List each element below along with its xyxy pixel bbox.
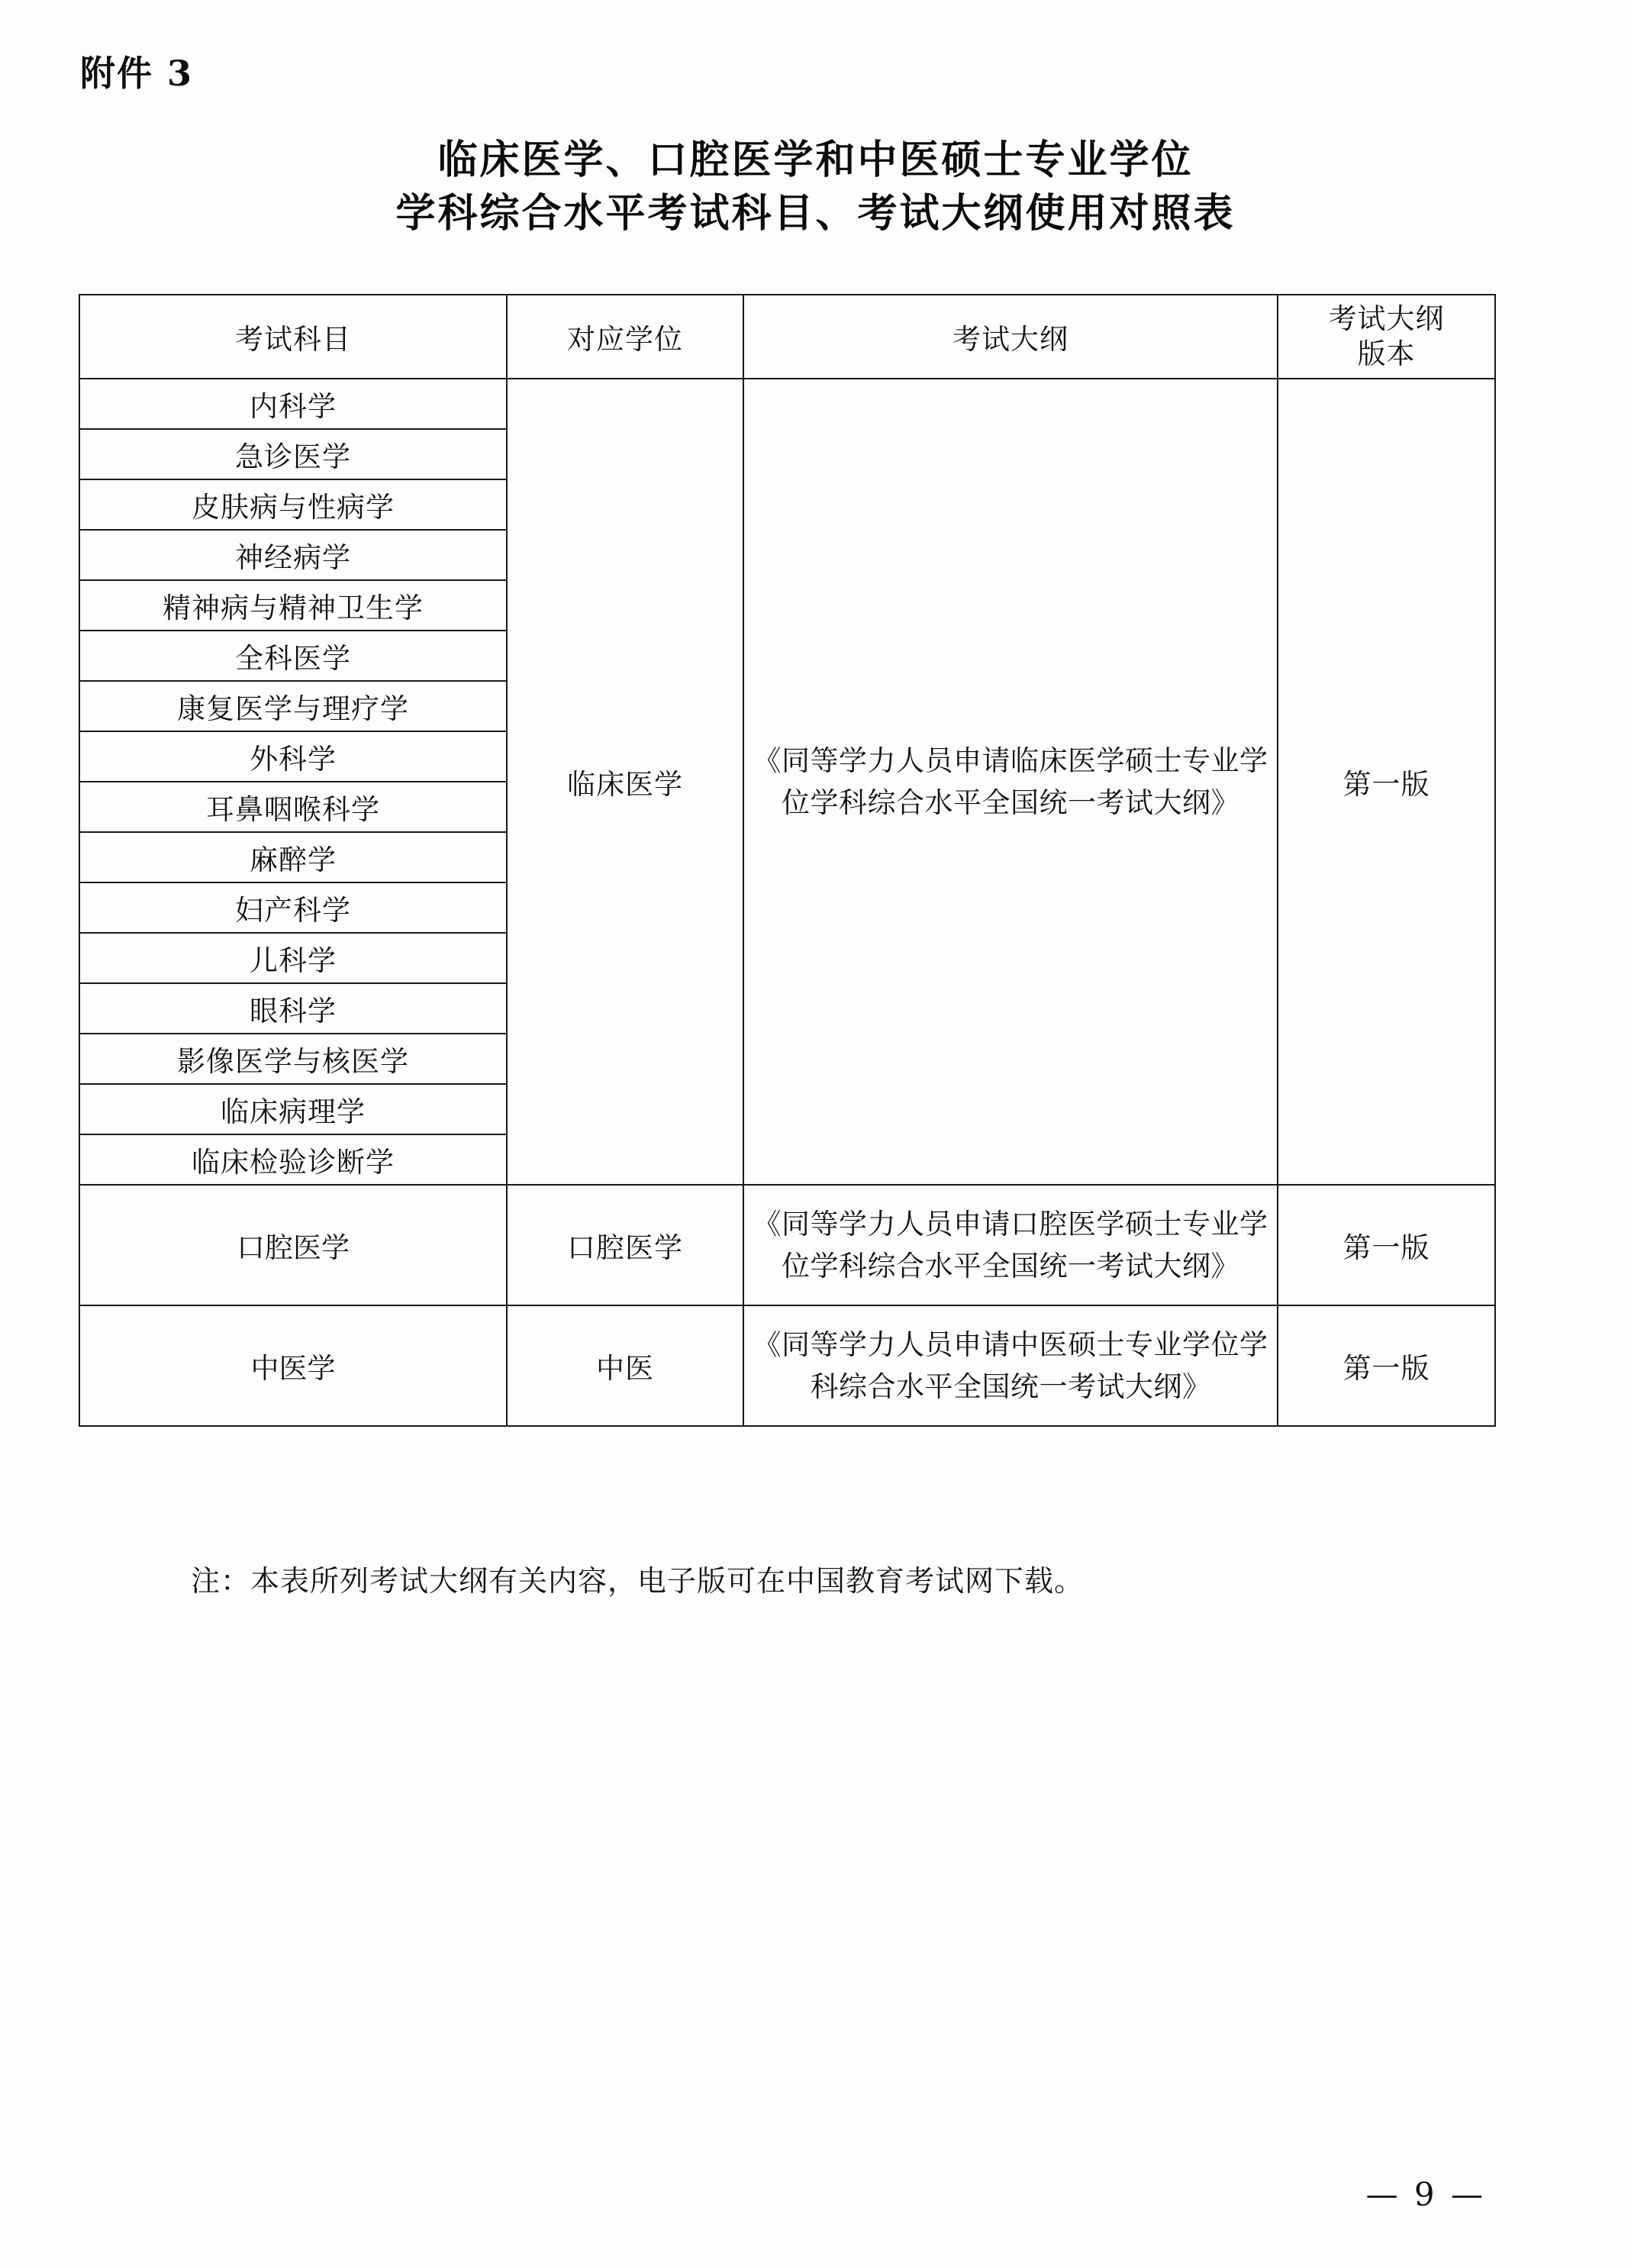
- degree-cell: 口腔医学: [507, 1185, 743, 1305]
- table-header-row: [79, 295, 1495, 379]
- degree-cell: 临床医学: [507, 379, 743, 1185]
- title-line-1: 临床医学、口腔医学和中医硕士专业学位: [437, 137, 1194, 183]
- table-row: [79, 1305, 1495, 1426]
- outline-cell: 《同等学力人员申请中医硕士专业学位学科综合水平全国统一考试大纲》: [743, 1305, 1278, 1426]
- subject-cell: 康复医学与理疗学: [79, 681, 507, 731]
- degree-cell: 中医: [507, 1305, 743, 1426]
- subject-cell: 皮肤病与性病学: [79, 479, 507, 530]
- subject-cell: 口腔医学: [79, 1185, 507, 1305]
- subject-cell: 影像医学与核医学: [79, 1034, 507, 1084]
- subject-cell: 临床检验诊断学: [79, 1134, 507, 1185]
- header-outline: 考试大纲: [743, 295, 1278, 379]
- version-cell: 第一版: [1278, 379, 1495, 1185]
- page-number: — 9 —: [1365, 2176, 1486, 2213]
- title-line-2: 学科综合水平考试科目、考试大纲使用对照表: [395, 190, 1236, 237]
- table-row: [79, 1185, 1495, 1305]
- table-row: [79, 379, 1495, 429]
- subject-cell: 妇产科学: [79, 882, 507, 933]
- table-body: [79, 379, 1495, 1426]
- outline-cell: 《同等学力人员申请临床医学硕士专业学位学科综合水平全国统一考试大纲》: [743, 379, 1278, 1185]
- version-cell: 第一版: [1278, 1305, 1495, 1426]
- subject-cell: 精神病与精神卫生学: [79, 580, 507, 631]
- header-version-line-2: 版本: [1357, 337, 1416, 370]
- header-version-line-1: 考试大纲: [1328, 302, 1445, 335]
- subject-cell: 耳鼻咽喉科学: [79, 782, 507, 832]
- subject-cell: 眼科学: [79, 983, 507, 1034]
- outline-cell: 《同等学力人员申请口腔医学硕士专业学位学科综合水平全国统一考试大纲》: [743, 1185, 1278, 1305]
- subject-cell: 临床病理学: [79, 1084, 507, 1134]
- subject-cell: 麻醉学: [79, 832, 507, 882]
- subject-cell: 外科学: [79, 731, 507, 782]
- version-cell: 第一版: [1278, 1185, 1495, 1305]
- subject-cell: 中医学: [79, 1305, 507, 1426]
- header-subject: 考试科目: [79, 295, 507, 379]
- subject-cell: 全科医学: [79, 631, 507, 681]
- subject-cell: 神经病学: [79, 530, 507, 580]
- subject-cell: 急诊医学: [79, 429, 507, 479]
- subject-cell: 儿科学: [79, 933, 507, 983]
- header-version: [1278, 295, 1495, 379]
- document-title: [0, 134, 1631, 240]
- table-note: 注：本表所列考试大纲有关内容，电子版可在中国教育考试网下载。: [191, 1564, 1085, 1598]
- attachment-label: 附件 3: [80, 53, 194, 94]
- subject-cell: 内科学: [79, 379, 507, 429]
- exam-subject-table: [79, 294, 1496, 1427]
- table-header: [79, 295, 1495, 379]
- header-degree: 对应学位: [507, 295, 743, 379]
